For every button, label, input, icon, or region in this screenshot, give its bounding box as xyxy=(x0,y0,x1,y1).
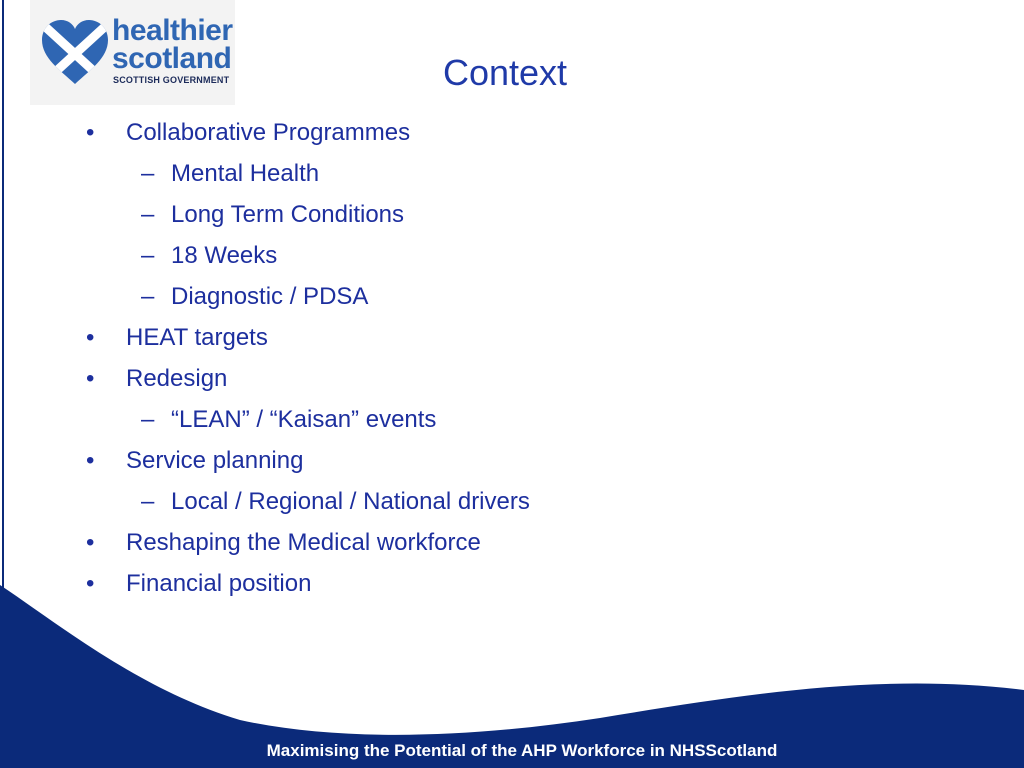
dash-marker: – xyxy=(141,488,155,515)
bullet-text: Long Term Conditions xyxy=(171,201,405,228)
bullet-text: 18 Weeks xyxy=(171,242,278,269)
bullet-marker: • xyxy=(86,365,95,392)
dash-marker: – xyxy=(141,160,155,187)
bullet-marker: • xyxy=(86,570,95,597)
footer-text: Maximising the Potential of the AHP Workforce in NHSScotland xyxy=(266,741,778,760)
bullet-text: Service planning xyxy=(126,447,304,474)
dash-marker: – xyxy=(141,242,155,269)
bullet-marker: • xyxy=(86,324,95,351)
bullet-text: Financial position xyxy=(126,570,312,597)
bullet-text: Redesign xyxy=(126,365,228,392)
bullet-text: Diagnostic / PDSA xyxy=(171,283,369,310)
bullet-marker: • xyxy=(86,529,95,556)
bullet-text: Local / Regional / National drivers xyxy=(171,488,530,515)
logo-line-government: SCOTTISH GOVERNMENT xyxy=(113,75,230,85)
logo-line-scotland: scotland xyxy=(112,42,232,75)
bullet-text: Mental Health xyxy=(171,160,320,187)
bullet-marker: • xyxy=(86,119,95,146)
bullet-text: Collaborative Programmes xyxy=(126,119,411,146)
bullet-text: “LEAN” / “Kaisan” events xyxy=(171,406,437,433)
bullet-text: Reshaping the Medical workforce xyxy=(126,529,481,556)
dash-marker: – xyxy=(141,283,155,310)
dash-marker: – xyxy=(141,201,155,228)
dash-marker: – xyxy=(141,406,155,433)
logo-line-healthier: healthier xyxy=(112,14,233,47)
bullet-text: HEAT targets xyxy=(126,324,268,351)
slide-title: Context xyxy=(442,52,568,93)
bullet-marker: • xyxy=(86,447,95,474)
